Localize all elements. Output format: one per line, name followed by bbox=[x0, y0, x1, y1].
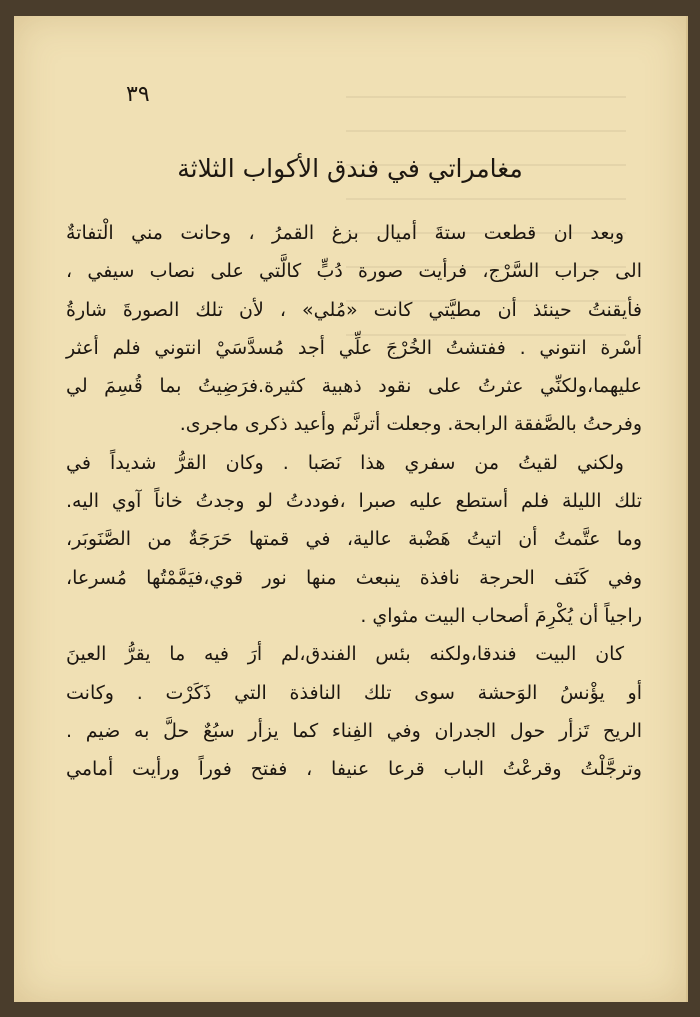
text-line: كان البيت فندقا،ولكنه بئس الفندق،لم أرَ فيه ما يقرُّ العينَ bbox=[66, 643, 624, 666]
page-number: ٣٩ bbox=[126, 82, 150, 107]
text-line: راجياً أن يُكْرِمَ أصحاب البيت مثواي . bbox=[360, 604, 642, 627]
book-page bbox=[14, 16, 688, 1002]
text-line: الريح تَزأر حول الجدران وفي الفِناء كما يزأر سبُعٌ حلَّ به ضيم . bbox=[66, 719, 642, 742]
text-line: ولكني لقيتُ من سفري هذا نَصَبا . وكان القرُّ شديداً في bbox=[66, 451, 624, 474]
text-line: وبعد ان قطعت ستةَ أميال بزغ القمرُ ، وحانت مني الْتفاتةٌ bbox=[66, 222, 624, 244]
text-line: وترجَّلْتُ وقرعْتُ الباب قرعا عنيفا ، ففتح فوراً ورأيت أمامي bbox=[66, 758, 642, 781]
text-line: فأيقنتُ حينئذ أن مطيَّتي كانت «مُلي» ، لأن تلك الصورةَ شارةُ bbox=[66, 298, 642, 321]
text-line: وما عتَّمتُ أن اتيتُ هَضْبة عالية، في قمتها حَرَجَةٌ من الصَّنَوبَر، bbox=[66, 528, 642, 551]
text-line: عليهما،ولكنِّي عثرتُ على نقود ذهبية كثيرة.فرَضِيتُ بما قُسِمَ لي bbox=[66, 375, 642, 398]
text-line: أو يؤْنسُ الوَحشة سوى تلك النافذة التي ذَكَرْت . وكانت bbox=[66, 681, 642, 704]
text-line: الى جراب السَّرْج، فرأيت صورة دُبٍّ كالَّتي على نصاب سيفي ، bbox=[66, 260, 642, 283]
text-line: وفرحتُ بالصَّفقة الرابحة. وجعلت أترنَّم وأعيد ذكرى ماجرى. bbox=[179, 413, 642, 436]
text-line: تلك الليلة فلم أستطع عليه صبرا ،فوددتُ لو وجدتُ خاناً آوي اليه. bbox=[66, 490, 642, 513]
body-text bbox=[66, 214, 642, 788]
chapter-title: مغامراتي في فندق الأكواب الثلاثة bbox=[177, 154, 523, 183]
text-line: أسْرة انتوني . ففتشتُ الخُرْجَ علِّي أجد مُسدَّسَيْ انتوني فلم أعثر bbox=[66, 336, 642, 359]
text-line: وفي كَنَف الحرجة نافذة ينبعث منها نور قوي،فيَمَّمْتُها مُسرعا، bbox=[66, 566, 642, 589]
